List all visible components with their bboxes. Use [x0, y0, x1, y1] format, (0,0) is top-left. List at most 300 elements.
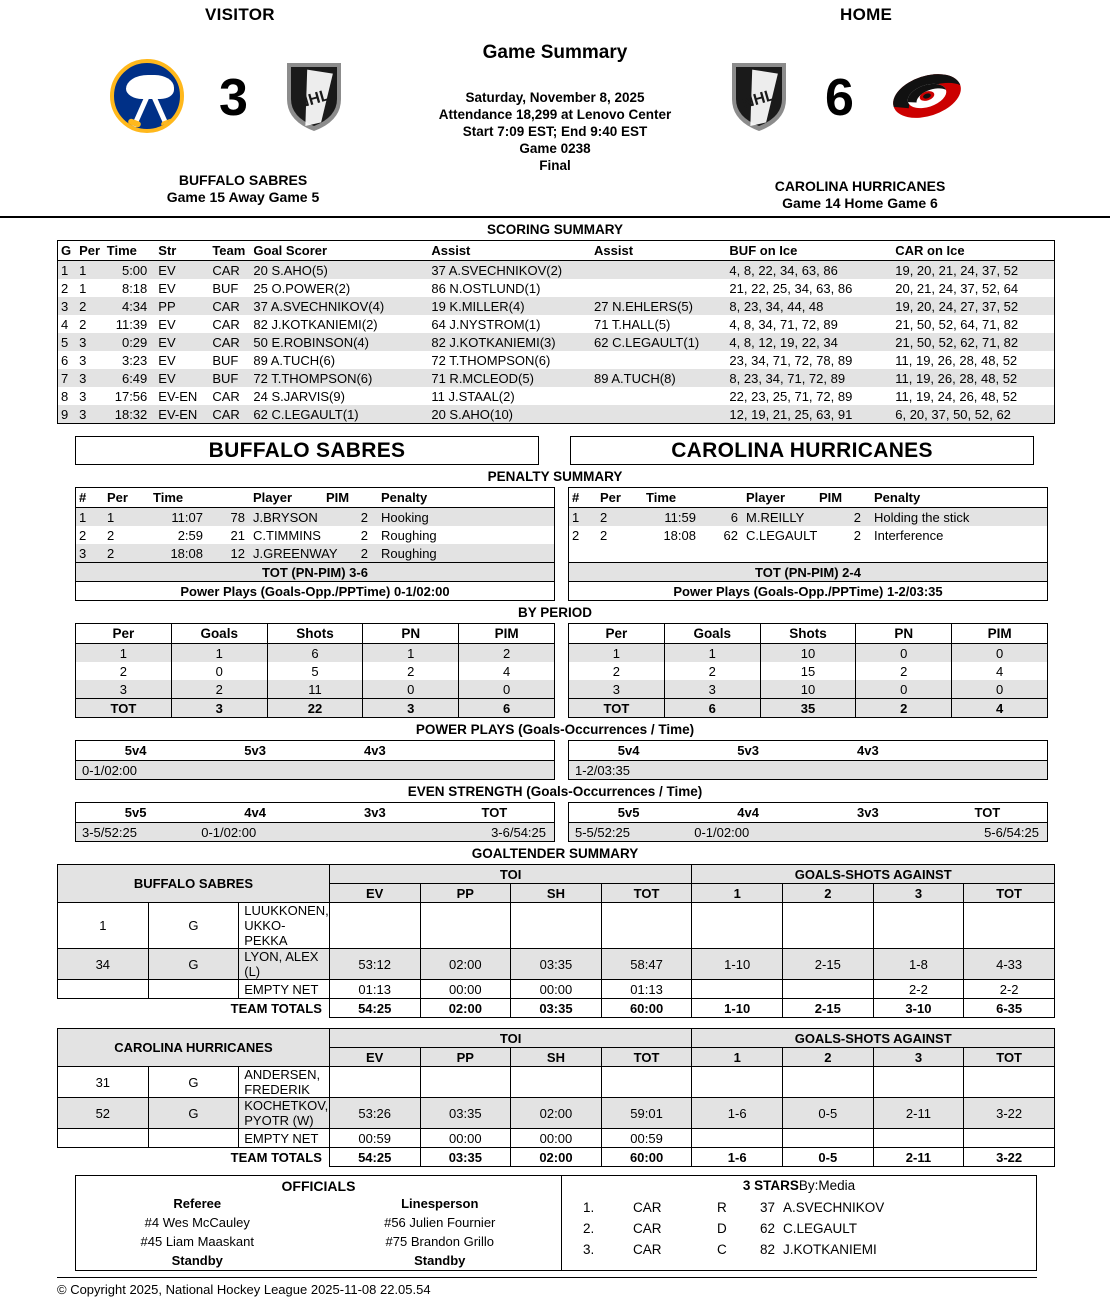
power-plays-title: POWER PLAYS (Goals-Occurrences / Time) [415, 722, 695, 737]
penalty-total-row [76, 563, 555, 582]
goalie-ev: 53:26 [329, 1098, 420, 1129]
goals: 2 [664, 662, 760, 680]
goal-strength: EV-EN [158, 388, 198, 404]
penalty-pim: 2 [360, 509, 368, 525]
period: 2 [76, 662, 172, 680]
col-4v3: 4v3 [808, 741, 928, 761]
pn: 1 [363, 644, 459, 663]
goals-total: 6 [664, 699, 760, 718]
penalty-period: 2 [107, 527, 115, 543]
penalty-type: Hooking [381, 509, 429, 525]
col-blank [435, 741, 555, 761]
visitor-goalie-team: BUFFALO SABRES [58, 865, 330, 903]
table-row [58, 297, 1055, 315]
list-item [580, 1197, 887, 1218]
gsa-group-header: GOALS-SHOTS AGAINST [692, 1029, 1055, 1048]
goal-strength: EV [158, 352, 176, 368]
totals-p3: 2-11 [873, 1148, 964, 1167]
list-item [580, 1218, 887, 1239]
col-assist2: Assist [591, 241, 726, 261]
totals-p1: 1-10 [692, 999, 783, 1018]
pim-total: 4 [952, 699, 1048, 718]
col-4v4: 4v4 [195, 803, 315, 823]
goalie-p3 [873, 1129, 964, 1148]
penalty-time: 18:08 [663, 527, 696, 543]
goal-assist1: 64 J.NYSTROM(1) [431, 316, 541, 332]
pn: 2 [856, 662, 952, 680]
visitor-score-row [110, 58, 345, 138]
goalie-number: 52 [58, 1098, 149, 1129]
table-row [76, 508, 555, 527]
goal-period: 3 [79, 388, 87, 404]
visitor-power-plays-col [75, 740, 555, 780]
shots-total: 22 [267, 699, 363, 718]
goals: 1 [664, 644, 760, 663]
buf-on-ice: 12, 19, 21, 25, 63, 91 [729, 406, 853, 422]
home-penalty-table [568, 487, 1048, 601]
goalie-sh [511, 903, 602, 949]
goalie-sh: 02:00 [511, 1098, 602, 1129]
goalie-p3: 2-11 [873, 1098, 964, 1129]
car-on-ice: 19, 20, 21, 24, 37, 52 [895, 262, 1019, 278]
goalie-p3: 1-8 [873, 949, 964, 980]
goalie-sh [511, 1067, 602, 1098]
goal-assist1: 11 J.STAAL(2) [431, 388, 515, 404]
goalie-p3: 2-2 [873, 980, 964, 999]
empty-cell [597, 544, 643, 563]
page-title: Game Summary [482, 42, 628, 63]
home-team-games: Game 14 Home Game 6 [782, 195, 938, 211]
col-pp: PP [420, 1048, 511, 1067]
star-rank: 3. [583, 1242, 595, 1257]
table-row [76, 662, 555, 680]
penalty-player: J.GREENWAY [253, 545, 338, 561]
penalty-pim: 2 [360, 527, 368, 543]
goalie-number [58, 1129, 149, 1148]
visitor-power-plays-table [75, 740, 555, 780]
goal-assist2 [591, 261, 726, 280]
penalty-type: Interference [874, 527, 944, 543]
home-power-plays-table [568, 740, 1048, 780]
es-4v4: 0-1/02:00 [201, 824, 257, 840]
table-total-row [76, 699, 555, 718]
scoring-summary-title: SCORING SUMMARY [486, 222, 623, 237]
visitor-goaltender-section [57, 864, 1055, 1018]
penalty-type: Roughing [381, 545, 437, 561]
pim: 4 [502, 663, 511, 679]
star-number: 82 [759, 1242, 775, 1257]
table-row [76, 823, 555, 842]
goalie-sh: 00:00 [511, 980, 602, 999]
star-position: C [717, 1242, 727, 1257]
penalty-num: 3 [79, 545, 87, 561]
goal-team: CAR [212, 388, 240, 404]
goal-team: CAR [212, 334, 240, 350]
period-total-label: TOT [76, 699, 172, 718]
nhl-shield-icon [728, 59, 790, 138]
empty-cell [816, 544, 871, 563]
goalie-tot: 58:47 [601, 949, 692, 980]
buf-on-ice: 21, 22, 25, 34, 63, 86 [729, 280, 853, 296]
goalie-name: LYON, ALEX (L) [239, 949, 330, 980]
penalty-time: 2:59 [177, 527, 203, 543]
col-team: Team [209, 241, 250, 261]
totals-sh: 02:00 [511, 1148, 602, 1167]
penalty-player: M.REILLY [746, 509, 805, 525]
es-total: 5-6/54:25 [984, 824, 1039, 840]
col-shots: Shots [267, 624, 363, 644]
goal-index: 5 [61, 334, 69, 350]
goalie-sh: 00:00 [511, 1129, 602, 1148]
penalty-total-row [569, 563, 1048, 582]
goal-period: 3 [79, 352, 87, 368]
goalie-position: G [148, 1067, 239, 1098]
pn: 2 [363, 662, 459, 680]
goal-strength: EV-EN [158, 406, 198, 422]
pim: 0 [502, 681, 511, 697]
period: 2 [569, 662, 665, 680]
goal-time: 6:49 [121, 370, 148, 386]
goal-assist2: 71 T.HALL(5) [594, 316, 671, 332]
buf-on-ice: 23, 34, 71, 72, 78, 89 [729, 352, 853, 368]
col-pim: PIM [816, 488, 871, 508]
goal-time: 11:39 [115, 316, 148, 332]
table-row [569, 644, 1048, 663]
visitor-penalty-col [75, 487, 555, 601]
goalie-ev: 00:59 [329, 1129, 420, 1148]
buf-on-ice: 8, 23, 34, 71, 72, 89 [729, 370, 846, 386]
table-row [58, 903, 1055, 949]
shots: 15 [760, 662, 856, 680]
pp-blank [928, 761, 1048, 780]
es-4v4: 0-1/02:00 [694, 824, 750, 840]
col-g: G [58, 241, 77, 261]
shots: 10 [760, 644, 856, 663]
linesperson-column [319, 1194, 562, 1270]
goal-assist2 [591, 279, 726, 297]
col-gtot: TOT [964, 1048, 1055, 1067]
col-5v3: 5v3 [688, 741, 808, 761]
penalty-pim: 2 [853, 509, 861, 525]
goal-scorer: 25 O.POWER(2) [253, 280, 351, 296]
goal-index: 2 [61, 280, 69, 296]
goal-period: 3 [79, 406, 87, 422]
visitor-even-strength-col [75, 802, 555, 842]
col-4v4: 4v4 [688, 803, 808, 823]
goal-strength: EV [158, 316, 176, 332]
goalie-name: LUUKKONEN, UKKO-PEKKA [239, 903, 330, 949]
goal-strength: EV [158, 334, 176, 350]
three-stars-by: By:Media [798, 1178, 856, 1193]
table-header-row [569, 624, 1048, 644]
goal-time: 3:23 [121, 352, 148, 368]
goalie-number: 34 [58, 949, 149, 980]
col-5v3: 5v3 [195, 741, 315, 761]
goalie-p1: 1-10 [692, 949, 783, 980]
goalie-p1 [692, 980, 783, 999]
goal-scorer: 62 C.LEGAULT(1) [253, 406, 359, 422]
star-team: CAR [633, 1221, 662, 1236]
toi-group-header: TOI [329, 865, 692, 884]
team-totals-label: TEAM TOTALS [230, 1149, 322, 1165]
linesperson-standby: Standby [414, 1253, 466, 1268]
referee-column [76, 1194, 319, 1270]
penalty-period: 1 [107, 509, 115, 525]
penalty-pim: 2 [360, 545, 368, 561]
goal-team: BUF [212, 370, 239, 386]
es-5v5: 3-5/52:25 [82, 824, 137, 840]
car-on-ice: 11, 19, 26, 28, 48, 52 [895, 370, 1018, 386]
three-stars-table [580, 1197, 887, 1260]
col-penalty: Penalty [378, 488, 555, 508]
table-row [58, 315, 1055, 333]
penalty-jersey: 78 [230, 509, 245, 525]
visitor-banner: BUFFALO SABRES [75, 436, 539, 465]
table-total-row [58, 1148, 1055, 1167]
penalty-jersey: 6 [730, 509, 738, 525]
car-on-ice: 11, 19, 26, 28, 48, 52 [895, 352, 1018, 368]
page-header [0, 0, 1110, 218]
penalty-pp-row [76, 582, 555, 601]
col-pim: PIM [952, 624, 1048, 644]
home-power-plays: Power Plays (Goals-Opp./PPTime) 1-2/03:35 [569, 582, 1048, 601]
team-banner-row [57, 436, 1055, 465]
penalty-pim: 2 [853, 527, 861, 543]
goal-scorer: 72 T.THOMPSON(6) [253, 370, 373, 386]
table-row [58, 351, 1055, 369]
col-tot: TOT [601, 884, 692, 903]
car-on-ice: 19, 20, 24, 27, 37, 52 [895, 298, 1019, 314]
referee-1: #4 Wes McCauley [144, 1215, 250, 1230]
col-p3: 3 [873, 1048, 964, 1067]
car-on-ice: 11, 19, 24, 26, 48, 52 [895, 388, 1018, 404]
referee-label: Referee [173, 1196, 222, 1211]
linesperson-label: Linesperson [401, 1196, 479, 1211]
goal-scorer: 20 S.AHO(5) [253, 262, 328, 278]
goalie-pp [420, 1067, 511, 1098]
visitor-penalty-table [75, 487, 555, 601]
home-team-logo [889, 67, 965, 130]
totals-gtot: 6-35 [964, 999, 1055, 1018]
home-team-block [690, 178, 1030, 212]
home-even-strength-table [568, 802, 1048, 842]
goalie-tot: 59:01 [601, 1098, 692, 1129]
goalie-p2: 2-15 [783, 949, 874, 980]
home-label: HOME [840, 5, 893, 24]
table-header-row [569, 488, 1048, 508]
officials-title: OFFICIALS [281, 1178, 356, 1194]
col-penalty: Penalty [871, 488, 1048, 508]
col-tot: TOT [928, 803, 1048, 823]
home-team-name: CAROLINA HURRICANES [774, 178, 946, 194]
totals-ev: 54:25 [329, 1148, 420, 1167]
es-3v3 [808, 823, 928, 842]
table-row [76, 544, 555, 563]
col-buf-on-ice: BUF on Ice [726, 241, 892, 261]
table-row [76, 761, 555, 780]
empty-cell [569, 544, 598, 563]
penalty-player: C.TIMMINS [253, 527, 321, 543]
nhl-shield-icon [283, 59, 345, 138]
visitor-power-plays: Power Plays (Goals-Opp./PPTime) 0-1/02:00 [76, 582, 555, 601]
goal-assist1: 72 T.THOMPSON(6) [431, 352, 551, 368]
table-row [58, 949, 1055, 980]
goalie-number [58, 980, 149, 999]
three-stars-label: 3 STARS [742, 1178, 799, 1193]
col-player: Player [743, 488, 816, 508]
table-header-row [76, 488, 555, 508]
goalie-p2 [783, 980, 874, 999]
goalie-gtot [964, 903, 1055, 949]
penalty-num: 2 [79, 527, 87, 543]
table-header-row [58, 1029, 1055, 1048]
goalie-name: ANDERSEN, FREDERIK [239, 1067, 330, 1098]
copyright-footer: © Copyright 2025, National Hockey League 2025-11-08 22.05.54 [57, 1277, 1037, 1297]
buf-on-ice: 8, 23, 34, 44, 48 [729, 298, 824, 314]
visitor-by-period-col [75, 623, 555, 718]
goalie-p2 [783, 903, 874, 949]
goals: 2 [171, 680, 267, 699]
goalie-tot: 01:13 [601, 980, 692, 999]
even-strength-title: EVEN STRENGTH (Goals-Occurrences / Time) [407, 784, 703, 799]
col-time: Time [104, 241, 156, 261]
col-jersey [705, 488, 743, 508]
col-pp: PP [420, 884, 511, 903]
goalie-tot: 00:59 [601, 1129, 692, 1148]
goals: 3 [664, 680, 760, 699]
goal-time: 18:32 [114, 406, 148, 422]
col-pim: PIM [459, 624, 555, 644]
goalie-position: G [148, 903, 239, 949]
col-pn: PN [856, 624, 952, 644]
header-divider [0, 216, 1110, 218]
star-player: J.KOTKANIEMI [783, 1242, 877, 1257]
visitor-team-games: Game 15 Away Game 5 [166, 189, 320, 205]
pim: 0 [995, 681, 1004, 697]
goalie-gtot [964, 1067, 1055, 1098]
empty-cell [871, 544, 1048, 563]
table-row [76, 680, 555, 699]
goal-index: 8 [61, 388, 69, 404]
goal-assist2 [591, 387, 726, 405]
goalie-p1: 1-6 [692, 1098, 783, 1129]
goal-scorer: 89 A.TUCH(6) [253, 352, 336, 368]
pp-4v3 [808, 761, 928, 780]
pn: 0 [856, 644, 952, 663]
penalty-num: 2 [572, 527, 580, 543]
col-pn: PN [363, 624, 459, 644]
empty-cell [643, 544, 705, 563]
table-row [569, 761, 1048, 780]
col-p2: 2 [783, 884, 874, 903]
goal-period: 2 [79, 298, 87, 314]
car-on-ice: 21, 50, 52, 64, 71, 82 [895, 316, 1019, 332]
shots-total: 35 [760, 699, 856, 718]
col-per: Per [76, 241, 104, 261]
star-team: CAR [633, 1242, 662, 1257]
period-total-label: TOT [569, 699, 665, 718]
period: 3 [569, 680, 665, 699]
col-p3: 3 [873, 884, 964, 903]
goalie-ev [329, 903, 420, 949]
home-power-plays-col [568, 740, 1048, 780]
totals-p3: 3-10 [873, 999, 964, 1018]
penalty-type: Holding the stick [874, 509, 970, 525]
star-team: CAR [633, 1200, 662, 1215]
col-num: # [76, 488, 105, 508]
goalie-tot [601, 1067, 692, 1098]
linesperson-1: #56 Julien Fournier [384, 1215, 496, 1230]
col-shots: Shots [760, 624, 856, 644]
col-per: Per [597, 488, 643, 508]
home-goalie-team: CAROLINA HURRICANES [58, 1029, 330, 1067]
home-by-period-col [568, 623, 1048, 718]
referee-2: #45 Liam Maaskant [140, 1234, 254, 1249]
goal-assist2: 89 A.TUCH(8) [594, 370, 676, 386]
penalty-time: 11:07 [171, 509, 203, 525]
toi-group-header: TOI [329, 1029, 692, 1048]
goalie-number: 31 [58, 1067, 149, 1098]
goal-team: BUF [212, 352, 239, 368]
col-3v3: 3v3 [315, 803, 435, 823]
star-player: C.LEGAULT [783, 1221, 858, 1236]
svg-text:NHL: NHL [295, 86, 332, 112]
star-player: A.SVECHNIKOV [783, 1200, 885, 1215]
col-time: Time [150, 488, 212, 508]
pn-total: 2 [856, 699, 952, 718]
home-goaltender-section [57, 1028, 1055, 1167]
goalie-p3 [873, 903, 964, 949]
game-status: Final [539, 158, 571, 173]
es-3v3 [315, 823, 435, 842]
col-time: Time [643, 488, 705, 508]
table-header-row [569, 741, 1048, 761]
shots: 10 [760, 680, 856, 699]
star-position: R [717, 1200, 727, 1215]
penalty-summary-section [57, 487, 1055, 601]
period: 1 [76, 644, 172, 663]
goal-period: 3 [79, 334, 87, 350]
home-by-period-table [568, 623, 1048, 718]
totals-tot: 60:00 [601, 1148, 692, 1167]
goalie-p1 [692, 1067, 783, 1098]
goalie-gtot [964, 1129, 1055, 1148]
period: 1 [569, 644, 665, 663]
totals-ev: 54:25 [329, 999, 420, 1018]
totals-tot: 60:00 [601, 999, 692, 1018]
scoring-summary-table [57, 240, 1055, 424]
visitor-by-period-table [75, 623, 555, 718]
pn: 0 [363, 680, 459, 699]
goalie-position: G [148, 1098, 239, 1129]
home-goaltender-table [57, 1028, 1055, 1167]
goal-scorer: 37 A.SVECHNIKOV(4) [253, 298, 385, 314]
pp-blank [435, 761, 555, 780]
goalie-position [148, 1129, 239, 1148]
goals: 1 [171, 644, 267, 663]
col-car-on-ice: CAR on Ice [892, 241, 1054, 261]
col-5v5: 5v5 [76, 803, 196, 823]
col-sh: SH [511, 884, 602, 903]
col-blank [928, 741, 1048, 761]
scoring-summary-section [57, 240, 1055, 424]
pp-4v3 [315, 761, 435, 780]
col-p1: 1 [692, 1048, 783, 1067]
star-number: 62 [759, 1221, 775, 1236]
goal-index: 4 [61, 316, 69, 332]
goalie-pp: 03:35 [420, 1098, 511, 1129]
col-gtot: TOT [964, 884, 1055, 903]
